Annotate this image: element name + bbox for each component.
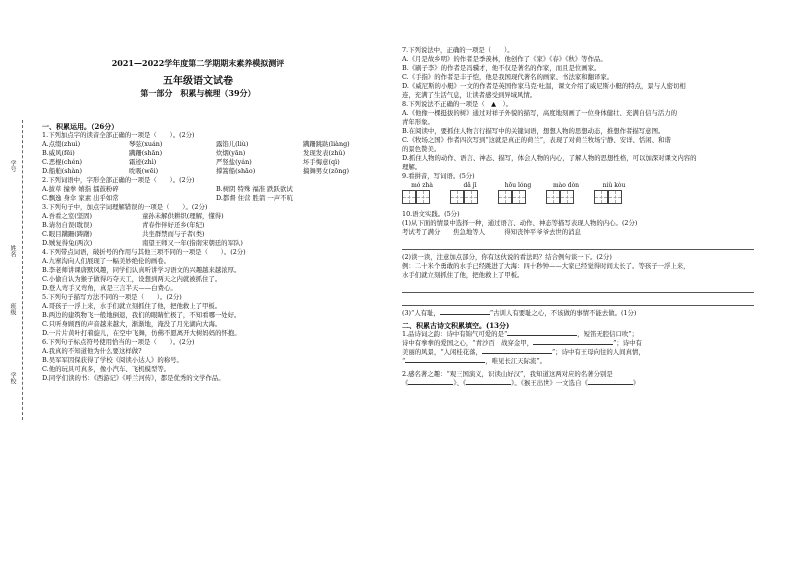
text: ”古训人有要耻之心，不该做的事情不能去做。(1分) [489, 309, 637, 317]
writing-box[interactable] [546, 190, 574, 204]
question-stem: 3.下列句子中，加点字词理解错误的一项是（ ）。(2分) [42, 203, 208, 211]
sub-question: (1)从下面的情景中选择一种，通过语言、动作、神态等描写表现人物的内心。(2分) [402, 219, 638, 227]
option: A.《月是故乡明》的作者是季羡林，他创作了《家》《春》《秋》等作品。 [402, 55, 607, 63]
option: D.登人弯手又弯角，真是三言半天——白费心。 [42, 284, 177, 292]
option: B.吴军军因保获得了学校《阅读小达人》的称号。 [42, 356, 183, 364]
text: “ [402, 357, 406, 365]
question-stem: 6.下列句子标点符号使用恰当的一项是（ ）。(2分) [42, 338, 195, 346]
option: 撑篙船(shāo) [216, 167, 256, 175]
option: D.抓住人物的动作、语言、神态、描写，体会人物的内心，了解人物的思想性格，可以加深对课文内容的 [402, 154, 697, 162]
writing-box[interactable] [402, 190, 430, 204]
question-stem: 10.语文实践。(5分) [402, 210, 460, 218]
option-row [42, 167, 390, 176]
option: 严竖盐(yán) [216, 158, 252, 166]
pinyin-label: dǎ jī [463, 182, 477, 189]
option: 的景色赞美。 [402, 145, 441, 153]
option: D.同学们读的书：《西游记》《呼兰河传》，都是优秀的文学作品。 [42, 374, 225, 382]
right-column [402, 46, 754, 388]
writing-box[interactable] [450, 190, 478, 204]
option-row [42, 212, 390, 221]
section-heading: 二、积累古诗文积累填空。(13分) [402, 321, 510, 330]
option: A.点缀(zhuì) [42, 140, 81, 148]
question-stem: 7.下列说法中，正确的一项是（ ）。 [402, 46, 514, 54]
answer-line[interactable] [402, 240, 754, 250]
option-row [42, 239, 390, 248]
option-row [42, 158, 390, 167]
option: C.只听身顾西的声音越来越大，渐渐地，淹没了月光湖向大海。 [42, 320, 222, 328]
option: A.九寨沟向人们展现了一幅美妙绝伦的画卷。 [42, 257, 171, 265]
pinyin-label: niǔ kòu [602, 182, 626, 189]
text: 《 [402, 379, 409, 387]
option: 炊烟(yān) [216, 149, 246, 157]
option: 发现发表(zhǔ) [303, 149, 346, 157]
sub-question [402, 309, 754, 318]
option: A.《他像一棵挺拔的树》通过对祥子外貌的描写，高度地刻画了一位身体健壮、充满自信与活力的 [402, 109, 678, 117]
binding-label-name: 姓名 [9, 245, 16, 257]
question-stem: 8.下列说法不正确的一项是（ ▲ ）。 [402, 100, 513, 108]
option: 理解。 [402, 163, 422, 171]
section-heading: 一、积累运用。（26分） [42, 122, 119, 131]
answer-line[interactable] [402, 296, 754, 306]
option-row [42, 140, 390, 149]
example-text: 水手们就立刻抓住了他，把他救上了甲板。 [402, 271, 524, 279]
answer-line[interactable] [402, 283, 754, 293]
binding-label-class: 班级 [9, 303, 16, 315]
fill-blank[interactable] [405, 362, 485, 363]
option: 青年形象。 [402, 118, 434, 126]
option: A.拔草 撞拳 嬉指 擂鼓粉碎 [42, 185, 119, 193]
option: B.请勿自误(耽误) [42, 221, 93, 229]
left-column [42, 122, 390, 383]
option-row [42, 230, 390, 239]
fill-blank[interactable] [408, 384, 453, 385]
option-row [42, 221, 390, 230]
option: B.《刷子李》的作者是冯骥才，他不仅是著名的作家，而且是位画家。 [402, 64, 601, 72]
question-stem: 9.看拼音，写词语。(5分) [402, 172, 475, 180]
option-row [42, 185, 390, 194]
fill-blank[interactable] [533, 344, 613, 345]
text: 诗中有拳拳的爱国之心，“青沙百 战穿金甲， [402, 339, 534, 347]
option: C.恶棍(chén) [42, 158, 83, 166]
fill-question [402, 357, 754, 366]
text: (3)“人有耻， [402, 309, 440, 317]
binding-line [22, 120, 23, 420]
option: D.《威尼斯的小艇》一文的作者是英国作家马克·吐温，课文介绍了威尼斯小艇的特点，景与人密切相 [402, 82, 686, 90]
option: C.飘逸 身伞 家素 出乎如常 [42, 194, 119, 202]
text: ”；诗中有王母向往的人间真情， [551, 348, 645, 356]
exam-title: 2021—2022学年度第二学期期末素养模拟测评 [111, 58, 285, 68]
question-stem: 1.下列加点字的读音全部正确的一项是（ ）。(2分) [42, 131, 195, 139]
pinyin-row [402, 182, 754, 189]
text: 》、《 [453, 379, 467, 387]
text: 美丽的风景，“人闲桂花落， [402, 348, 482, 356]
option: D.船舶(shàn) [42, 167, 83, 175]
option: 霜迹(zhì) [129, 158, 157, 166]
fill-question: 2.感名著之趣：“观三国演义，识读山好汉”，我知道这两对应的名著分别是 [402, 370, 613, 378]
option: C.《牧场之国》作者四次写到“这就是真正的荷兰”，表现了对荷兰牧场宁静、安详、恬闲、和谐 [402, 136, 671, 144]
paper-title: 五年级语文试卷 [163, 76, 233, 87]
option: C.他的玩具可真多，像小汽车、飞机模型等。 [42, 365, 171, 373]
writing-box[interactable] [594, 190, 622, 204]
fill-question [402, 339, 754, 348]
question-stem: 4.下列带点词语，破折号的作用与其他三项不同的一项是（ ）。(2分) [42, 248, 246, 256]
option: C.眼目蹒跚(踌躇) [42, 230, 93, 238]
text: ，唯见长江天际流”。 [485, 357, 547, 365]
binding-margin [0, 0, 40, 561]
fill-blank[interactable] [507, 335, 577, 336]
option: A.我真的不知道他为什么要这样做? [42, 347, 142, 355]
question-stem: 2.下列词语中，字形全部正确的一项是（ ）。(2分) [42, 176, 195, 184]
option: 童孙未解供耕织(理解，懂得) [142, 212, 224, 220]
text: 》。《猴王出世》一文选自《 [511, 379, 588, 387]
option: 搞舞男女(zōng) [303, 167, 349, 175]
option: 蹒跚跳跶(liàng) [303, 140, 350, 148]
option: 坏手悔意(qì) [303, 158, 340, 166]
option: 露馅儿(liù) [216, 140, 249, 148]
option: B.树阴 特殊 福准 跌跃欲试 [216, 185, 293, 193]
option: 共坐群禁而与子者(类) [142, 230, 205, 238]
option: B.李老师讲课唐默风趣，同学们认真听讲学习语文的兴趣越来越浓厚。 [42, 266, 241, 274]
pinyin-label: mào dòn [552, 182, 580, 189]
text: 1.品诗词之韵：诗中有锦气可爱的是“ [402, 330, 508, 338]
fill-blank[interactable] [588, 384, 633, 385]
writing-box[interactable] [498, 190, 526, 204]
pinyin-label: hōu lóng [504, 182, 532, 189]
text: ，短笛无腔信口吹”； [577, 330, 639, 338]
option: C.《手指》的作者是丰子恺，他是我国现代著名的画家、书法家和翻译家。 [402, 73, 614, 81]
fill-question [402, 348, 754, 357]
option: A.哥孩子一浮上来，水手们就立刻抓住了他，把他救上了甲板。 [42, 302, 222, 310]
sub-question: (2)读一读，注意加点部分，你有这伙说的看法吗？结合例句谈一下。(2分) [402, 253, 612, 261]
fill-question [402, 379, 754, 388]
binding-label-student-id: 学号 [9, 160, 16, 172]
option: D.贼复得兔(两次) [42, 239, 93, 247]
fill-blank[interactable] [440, 314, 490, 315]
option: 南望王师又一年(指南宋朝廷的军队) [142, 239, 243, 247]
option: 蹒跚(shān) [129, 149, 163, 157]
option: B.在阅读中，要抓住人物言行描写中的关键词语，想想人物的思想动态，推想作者描写意图。 [402, 127, 665, 135]
text: ”；诗中有 [613, 339, 642, 347]
option-row [42, 194, 390, 203]
fill-blank[interactable] [466, 384, 511, 385]
option: B.两边的建筑物飞一般地倒退，我们的眼睛忙极了，不知看哪一处好。 [42, 311, 241, 319]
fill-question [402, 330, 754, 339]
example-text: 例：二十米个勇敢的水手已经跳进了大海：四十秒钟——大家已经觉得时间太长了。等孩子一浮上来， [402, 262, 690, 270]
writing-grid-row [402, 190, 754, 204]
option: B.威风(fēi) [42, 149, 75, 157]
option: C.小偷自认为猴子做得巧夺天工，设想到两天之内就被抓住了。 [42, 275, 222, 283]
option: A.吾看之室(坚固) [42, 212, 92, 220]
option: 青春作伴好还乡(年纪) [142, 221, 205, 229]
part-title: 第一部分 积累与梳理（39分） [140, 88, 256, 98]
option-row [42, 149, 390, 158]
pinyin-label: mó zhà [411, 182, 433, 189]
text: 》 [632, 379, 640, 387]
option: D.都督 住营 胜箭 一声不吭 [216, 194, 293, 202]
option: 吮吸(wēi) [129, 167, 159, 175]
option: 琴弦(xuán) [129, 140, 163, 148]
binding-label-school: 学校 [9, 372, 16, 384]
question-stem: 5.下列句子描写方法不同的一项是（ ）。(2分) [42, 293, 182, 301]
option: 连，充满了生活气息，让读者感受到异域风情。 [402, 91, 537, 99]
fill-blank[interactable] [482, 353, 552, 354]
scenario-choices: 考试考了满分 焦急地等人 得知丧钟平爷爷去世的消息 [402, 228, 581, 236]
option: D.一片片黄叶打着旋儿，在空中飞舞，仿佛不愿离开大树妈妈的怀抱。 [42, 329, 241, 337]
